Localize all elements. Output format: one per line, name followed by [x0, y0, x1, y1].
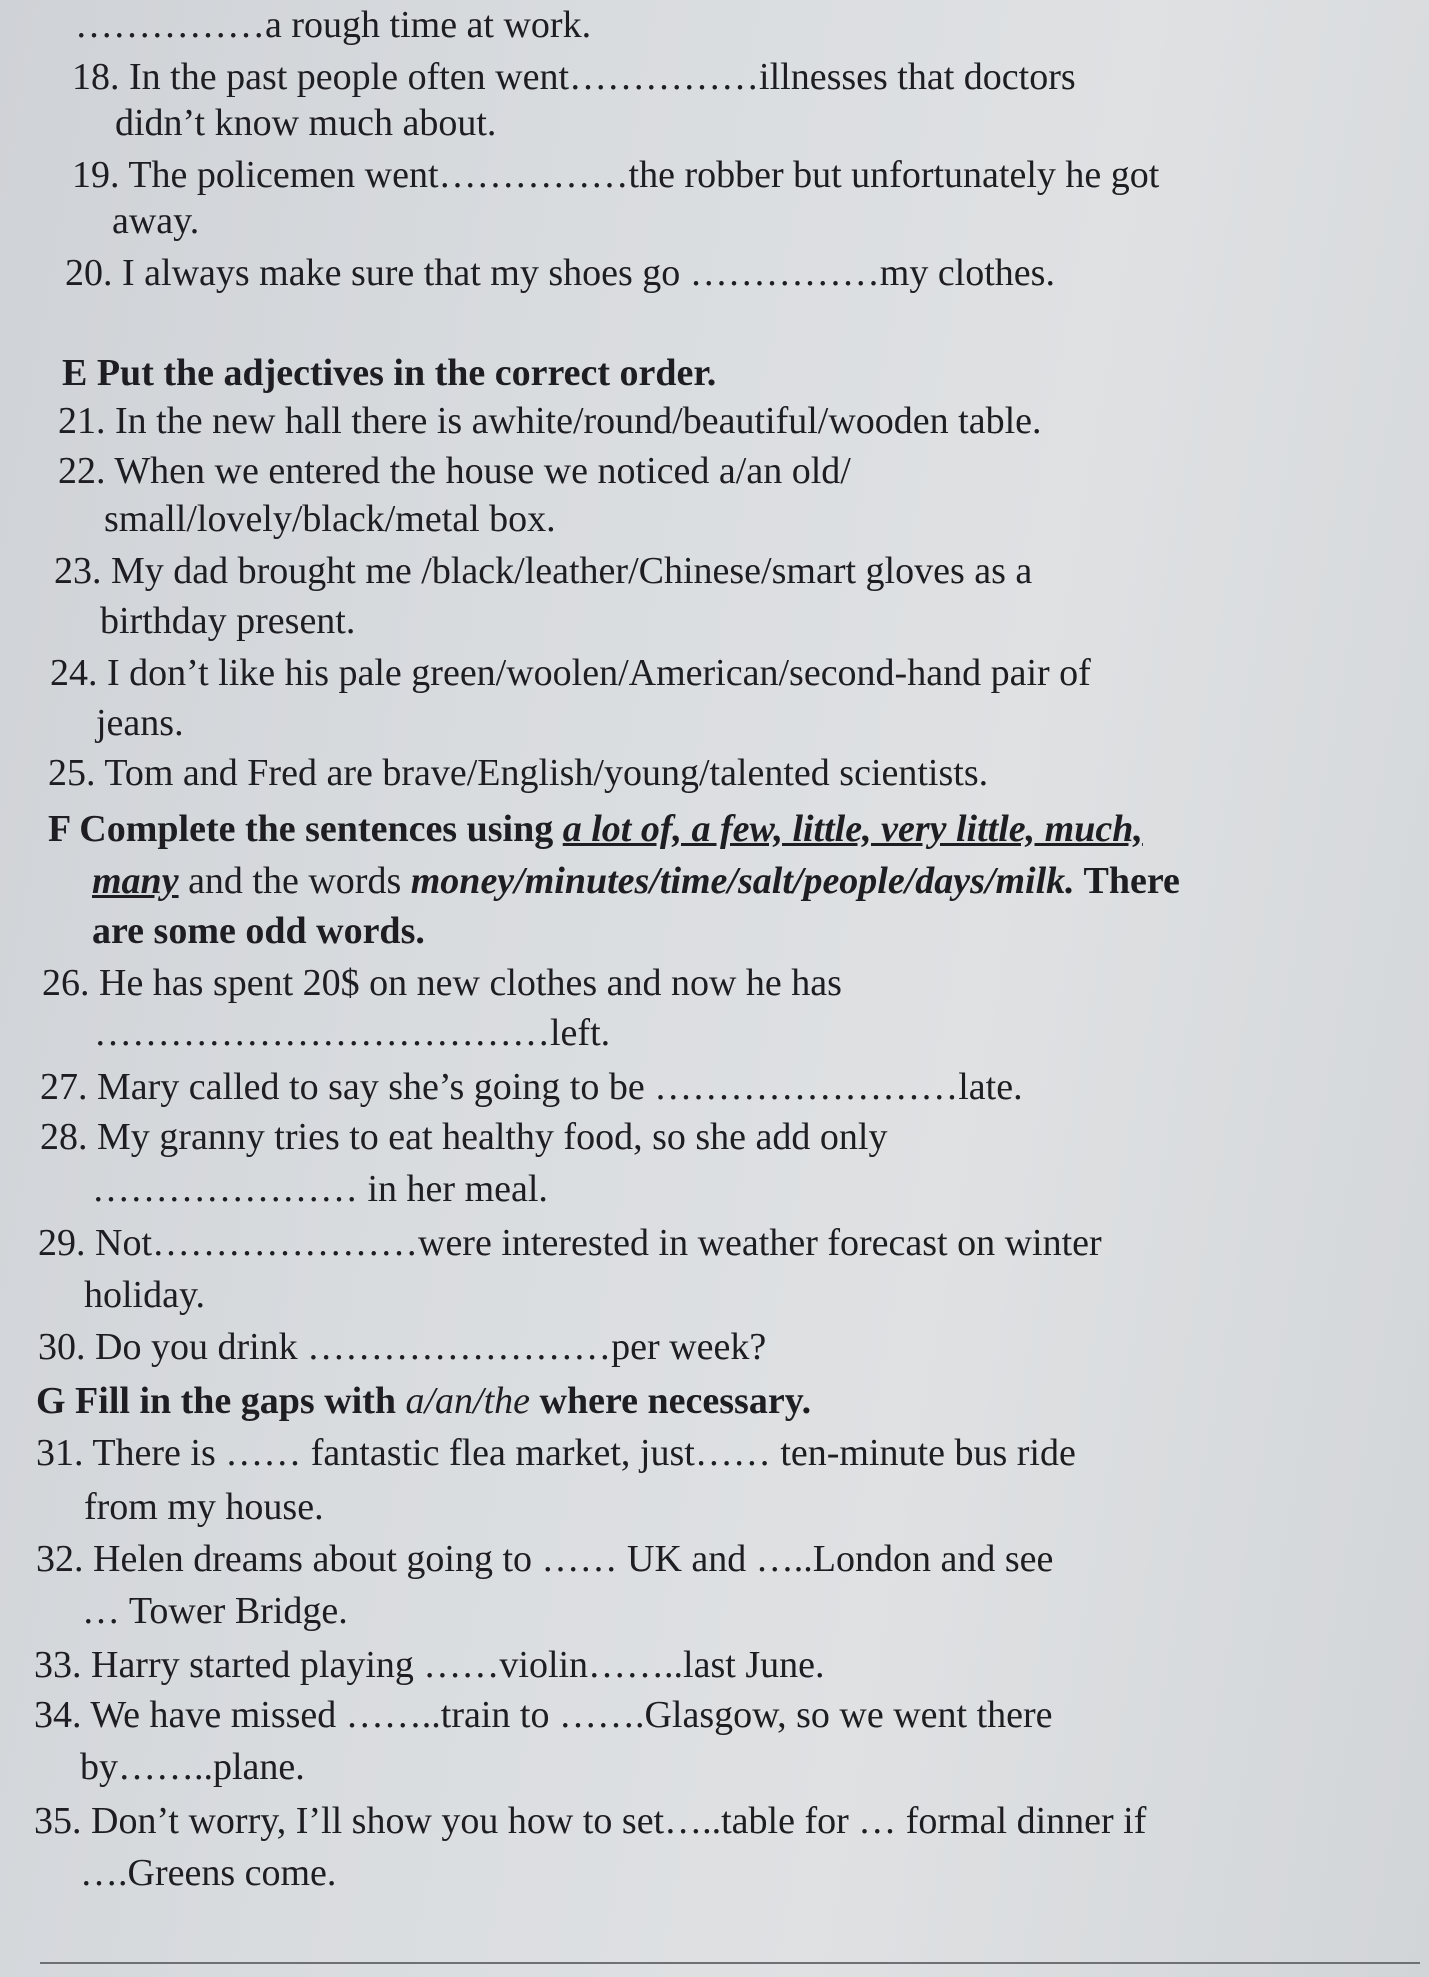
question-31-line-2: from my house. — [84, 1486, 324, 1528]
section-f-heading-line-3: are some odd words. — [92, 910, 425, 952]
section-f-heading-line-1 — [48, 804, 1143, 854]
question-32-line-1: 32. Helen dreams about going to …… UK and …..London and see — [36, 1538, 1054, 1580]
question-25: 25. Tom and Fred are brave/English/young/talented scientists. — [48, 752, 989, 794]
line-17-end: ……………a rough time at work. — [75, 4, 592, 46]
question-29-line-1: 29. Not…………………were interested in weather forecast on winter — [38, 1222, 1102, 1264]
question-28-line-2: ………………… in her meal. — [92, 1168, 548, 1210]
section-g-heading — [36, 1376, 811, 1426]
question-22-line-1: 22. When we entered the house we noticed a/an old/ — [58, 450, 851, 492]
question-31-line-1: 31. There is …… fantastic flea market, just…… ten-minute bus ride — [36, 1432, 1076, 1474]
question-35-line-1: 35. Don’t worry, I’ll show you how to set…..table for … formal dinner if — [34, 1800, 1147, 1842]
section-g-where-necessary: where necessary. — [530, 1380, 812, 1422]
question-33: 33. Harry started playing ……violin……..last June. — [34, 1644, 825, 1686]
section-g-instruction: G Fill in the gaps with — [36, 1380, 406, 1422]
section-f-instruction: F Complete the sentences using — [48, 808, 563, 850]
section-f-word-list: money/minutes/time/salt/people/days/milk. — [410, 860, 1075, 902]
section-f-quantifiers: a lot of, a few, little, very little, much, — [562, 808, 1143, 850]
question-21: 21. In the new hall there is awhite/round/beautiful/wooden table. — [58, 400, 1042, 442]
question-28-line-1: 28. My granny tries to eat healthy food, so she add only — [40, 1116, 888, 1158]
question-35-line-2: ….Greens come. — [80, 1852, 337, 1894]
section-f-there: There — [1074, 860, 1180, 902]
section-g-articles: a/an/the — [405, 1380, 531, 1422]
question-18-line-1: 18. In the past people often went……………illnesses that doctors — [72, 56, 1076, 98]
page-bottom-divider — [40, 1962, 1420, 1964]
question-23-line-1: 23. My dad brought me /black/leather/Chinese/smart gloves as a — [54, 550, 1033, 592]
question-19-line-2: away. — [112, 200, 200, 242]
section-f-heading-line-2 — [92, 856, 1180, 906]
question-18-line-2: didn’t know much about. — [115, 102, 497, 144]
question-22-line-2: small/lovely/black/metal box. — [104, 498, 556, 540]
question-23-line-2: birthday present. — [100, 600, 356, 642]
question-26-line-1: 26. He has spent 20$ on new clothes and now he has — [42, 962, 842, 1004]
question-32-line-2: … Tower Bridge. — [82, 1590, 348, 1632]
question-30: 30. Do you drink ……………………per week? — [38, 1326, 767, 1368]
question-34-line-2: by……..plane. — [80, 1746, 305, 1788]
question-24-line-1: 24. I don’t like his pale green/woolen/American/second-hand pair of — [50, 652, 1091, 694]
section-f-quantifier-many: many — [92, 860, 179, 902]
question-29-line-2: holiday. — [84, 1274, 206, 1316]
section-e-heading: E Put the adjectives in the correct order. — [62, 352, 717, 394]
question-20: 20. I always make sure that my shoes go ……………my clothes. — [65, 252, 1055, 294]
question-34-line-1: 34. We have missed ……..train to …….Glasgow, so we went there — [34, 1694, 1053, 1736]
question-19-line-1: 19. The policemen went……………the robber but unfortunately he got — [72, 154, 1160, 196]
question-24-line-2: jeans. — [96, 702, 184, 744]
question-26-line-2: ………………………………left. — [94, 1012, 611, 1054]
section-f-and-words: and the words — [178, 860, 411, 902]
question-27: 27. Mary called to say she’s going to be ……………………late. — [40, 1066, 1023, 1108]
